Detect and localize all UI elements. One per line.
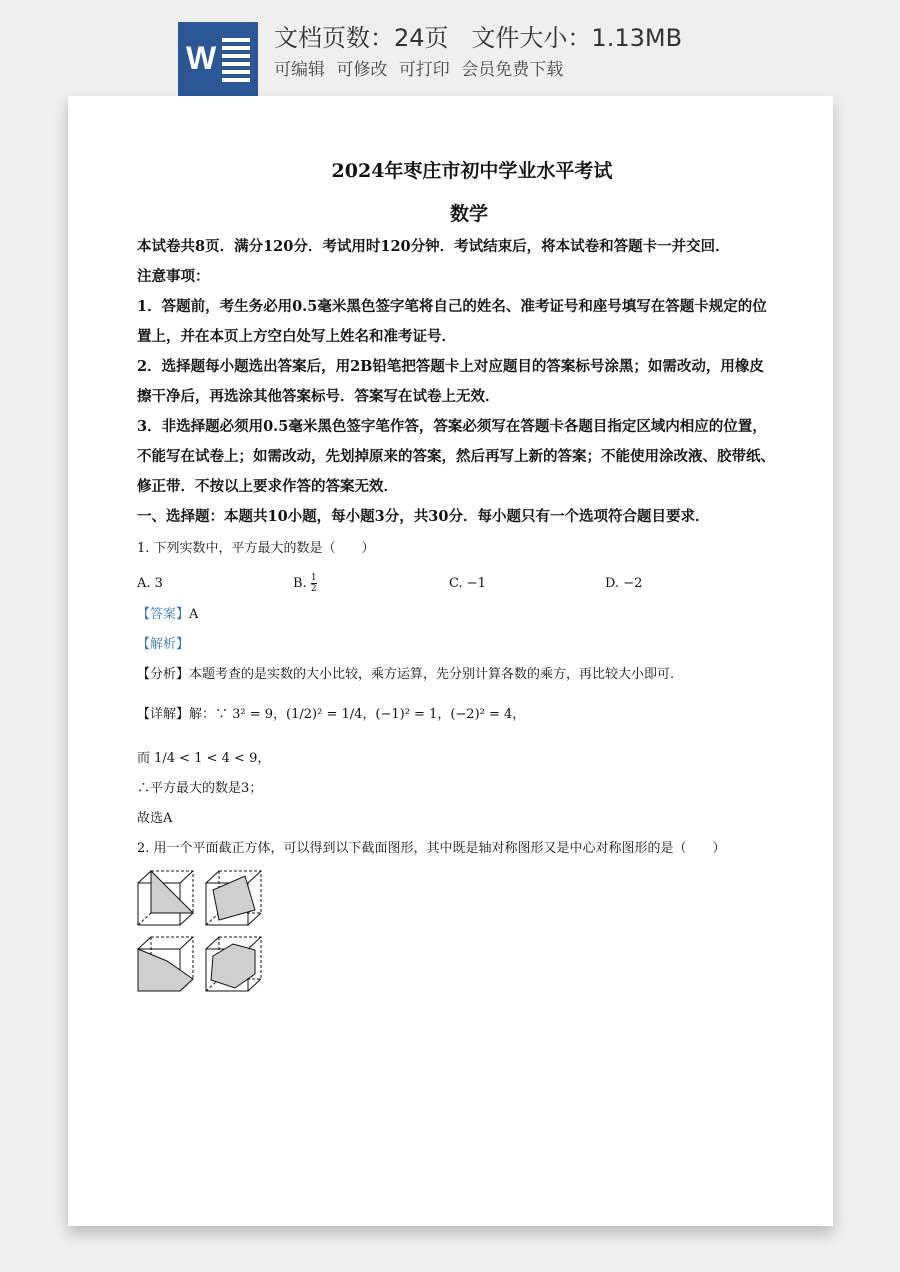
- q1-option-d: D. −2: [605, 575, 643, 591]
- cube-section-figure-3: [137, 936, 195, 994]
- q1-detail: 【详解】解：∵ 3² = 9，(1/2)² = 1/4，(−1)² = 1，(−2)² = 4，: [137, 707, 526, 722]
- notice-heading: 注意事项：: [137, 268, 210, 285]
- word-file-icon: [178, 22, 258, 96]
- fraction-denominator: 2: [310, 583, 317, 594]
- q1-option-b-fraction: [311, 573, 317, 594]
- section-heading: 一、选择题：本题共10小题，每小题3分，共30分．每小题只有一个选项符合题目要求．: [137, 508, 710, 525]
- feature-list: 可编辑 可修改 可打印 会员免费下载: [274, 60, 564, 80]
- cube-section-figure-4: [205, 936, 263, 994]
- q1-option-b: [293, 573, 449, 594]
- q2-stem: 2. 用一个平面截正方体，可以得到以下截面图形，其中既是轴对称图形又是中心对称图形的是（ ）: [137, 841, 726, 856]
- cube-section-figure-2: [205, 870, 263, 928]
- q1-final: 故选A: [137, 811, 173, 826]
- q2-figures: [137, 870, 277, 995]
- q1-fenxi: 【分析】本题考查的是实数的大小比较，乘方运算，先分别计算各数的乘方，再比较大小即可.: [137, 667, 675, 682]
- word-icon-letter: W: [186, 40, 217, 76]
- q1-conclusion: ∴平方最大的数是3；: [137, 781, 263, 796]
- q1-choices: [137, 570, 777, 596]
- answer-tag: 【答案】: [137, 607, 190, 622]
- document-page: [68, 96, 833, 1226]
- q1-option-b-label: B.: [293, 575, 307, 591]
- doc-subject: 数学: [449, 203, 488, 225]
- q1-stem: 1. 下列实数中，平方最大的数是（ ）: [137, 541, 375, 556]
- doc-title: 2024年枣庄市初中学业水平考试: [331, 160, 613, 182]
- intro-text: 本试卷共8页．满分120分．考试用时120分钟．考试结束后，将本试卷和答题卡一并交回．: [137, 238, 730, 255]
- q1-answer-line: [137, 604, 777, 626]
- notice-3: 3．非选择题必须用0.5毫米黑色签字笔作答，答案必须写在答题卡各题目指定区域内相应的位置，不能写在试卷上；如需改动，先划掉原来的答案，然后再写上新的答案；不能使用涂改液、胶带纸、修正带．不按以上要求作答的答案无效．: [137, 418, 775, 495]
- file-info: 文档页数：24页 文件大小：1.13MB: [274, 24, 683, 52]
- analysis-tag: 【解析】: [137, 637, 190, 652]
- fraction-numerator: 1: [310, 572, 317, 583]
- notice-1: 1．答题前，考生务必用0.5毫米黑色签字笔将自己的姓名、准考证号和座号填写在答题卡规定的位置上，并在本页上方空白处写上姓名和准考证号．: [137, 298, 767, 345]
- q1-answer: A: [189, 607, 199, 622]
- q1-option-a: A. 3: [137, 575, 163, 591]
- cube-section-figure-1: [137, 870, 195, 928]
- q1-option-c: C. −1: [449, 575, 486, 591]
- q1-compare: 而 1/4 < 1 < 4 < 9，: [137, 751, 271, 766]
- document-info-header: [0, 0, 900, 96]
- notice-2: 2．选择题每小题选出答案后，用2B铅笔把答题卡上对应题目的答案标号涂黑；如需改动，用橡皮擦干净后，再选涂其他答案标号．答案写在试卷上无效．: [137, 358, 764, 405]
